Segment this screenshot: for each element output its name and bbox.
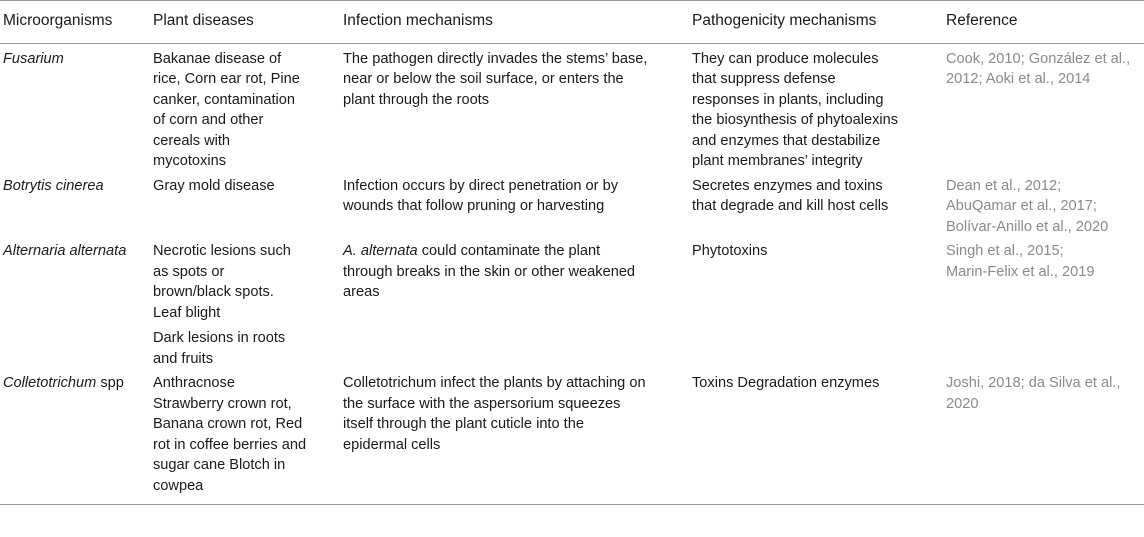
cell-infection-mechanisms <box>337 238 686 370</box>
disease-line: and fruits <box>153 350 214 367</box>
cell-plant-diseases <box>147 238 337 370</box>
infection-line <box>343 241 680 262</box>
pathogenicity-line: the biosynthesis of phytoalexins <box>692 112 899 128</box>
cell-microorganism <box>0 370 147 505</box>
pathogenicity-line: plant membranes’ integrity <box>692 153 863 169</box>
infection-text: could contaminate the plant <box>417 243 601 259</box>
infection-line: through breaks in the skin or other weakened <box>343 263 636 280</box>
cell-reference <box>940 238 1144 370</box>
table-row <box>0 370 1144 505</box>
microorganism-suffix: spp <box>96 375 124 391</box>
disease-line: cereals with <box>153 132 231 149</box>
cell-pathogenicity-mechanisms <box>686 370 940 505</box>
disease-line: Anthracnose <box>153 375 235 391</box>
table-row <box>0 43 1144 173</box>
disease-line: Necrotic lesions such <box>153 243 291 259</box>
cell-infection-mechanisms <box>337 173 686 239</box>
pathogenicity-line: Toxins Degradation enzymes <box>692 375 880 391</box>
pathogenicity-line: They can produce molecules <box>692 50 879 67</box>
microorganism-name: Botrytis cinerea <box>3 177 104 194</box>
header-row <box>0 1 1144 44</box>
cell-microorganism <box>0 173 147 239</box>
disease-line: Dark lesions in roots <box>153 330 286 346</box>
disease-line: rice, Corn ear rot, Pine <box>153 71 300 87</box>
infection-line: wounds that follow pruning or harvesting <box>343 198 605 214</box>
microorganism-name: Fusarium <box>3 50 64 67</box>
cell-plant-diseases <box>147 370 337 505</box>
reference-line: AbuQamar et al., 2017; <box>946 198 1097 214</box>
disease-line: Strawberry crown rot, <box>153 395 292 412</box>
infection-line: plant through the roots <box>343 91 490 108</box>
infection-line: epidermal cells <box>343 436 441 453</box>
reference-line: Singh et al., 2015; <box>946 243 1064 259</box>
cell-reference <box>940 43 1144 173</box>
reference-line: Cook, 2010; González et al., <box>946 50 1131 67</box>
infection-line: near or below the soil surface, or enters the <box>343 71 624 87</box>
reference-line: Joshi, 2018; da Silva et al., <box>946 375 1121 391</box>
cell-reference <box>940 370 1144 505</box>
header-microorganisms: Microorganisms <box>3 12 113 29</box>
infection-line: the surface with the aspersorium squeezes <box>343 395 621 412</box>
pathogenicity-line: that degrade and kill host cells <box>692 198 889 214</box>
disease-line: Banana crown rot, Red <box>153 416 303 432</box>
disease-line: Gray mold disease <box>153 177 275 194</box>
pathogenicity-line: responses in plants, including <box>692 91 884 108</box>
pathogenicity-line: Phytotoxins <box>692 243 768 259</box>
infection-line: Infection occurs by direct penetration or by <box>343 177 618 194</box>
cell-plant-diseases <box>147 43 337 173</box>
pathogenicity-line: and enzymes that destabilize <box>692 132 881 149</box>
disease-line: Bakanae disease of <box>153 50 282 67</box>
cell-reference <box>940 173 1144 239</box>
disease-line: rot in coffee berries and <box>153 436 307 453</box>
reference-line: 2012; Aoki et al., 2014 <box>946 71 1091 87</box>
cell-infection-mechanisms <box>337 43 686 173</box>
disease-line: sugar cane Blotch in <box>153 457 286 473</box>
disease-line: cowpea <box>153 477 204 494</box>
reference-line: Dean et al., 2012; <box>946 177 1062 194</box>
cell-pathogenicity-mechanisms <box>686 43 940 173</box>
header-reference: Reference <box>946 12 1018 29</box>
infection-line: Colletotrichum infect the plants by attaching on <box>343 375 646 391</box>
header-infection-mechanisms: Infection mechanisms <box>343 12 493 29</box>
microorganism-name: Colletotrichum <box>3 375 97 391</box>
disease-line: brown/black spots. <box>153 284 274 300</box>
header-pathogenicity-mechanisms: Pathogenicity mechanisms <box>692 12 877 29</box>
species-name: A. alternata <box>343 243 418 259</box>
cell-infection-mechanisms <box>337 370 686 505</box>
infection-line: The pathogen directly invades the stems’ base, <box>343 50 648 67</box>
cell-microorganism <box>0 238 147 370</box>
cell-pathogenicity-mechanisms <box>686 173 940 239</box>
table-row <box>0 238 1144 370</box>
cell-pathogenicity-mechanisms <box>686 238 940 370</box>
disease-line: of corn and other <box>153 112 264 128</box>
table-row <box>0 173 1144 239</box>
disease-line: mycotoxins <box>153 153 226 169</box>
header-plant-diseases: Plant diseases <box>153 12 254 29</box>
reference-line: 2020 <box>946 395 979 412</box>
infection-line: itself through the plant cuticle into the <box>343 416 584 432</box>
reference-line: Bolívar-Anillo et al., 2020 <box>946 218 1109 235</box>
reference-line: Marin-Felix et al., 2019 <box>946 263 1095 280</box>
infection-line: areas <box>343 284 380 300</box>
cell-microorganism <box>0 43 147 173</box>
disease-line: as spots or <box>153 263 225 280</box>
disease-line: Leaf blight <box>153 304 221 321</box>
cell-plant-diseases <box>147 173 337 239</box>
pathogenicity-line: Secretes enzymes and toxins <box>692 177 883 194</box>
pathogenicity-line: that suppress defense <box>692 71 836 87</box>
microorganism-name: Alternaria alternata <box>3 243 127 259</box>
disease-line: canker, contamination <box>153 91 295 108</box>
